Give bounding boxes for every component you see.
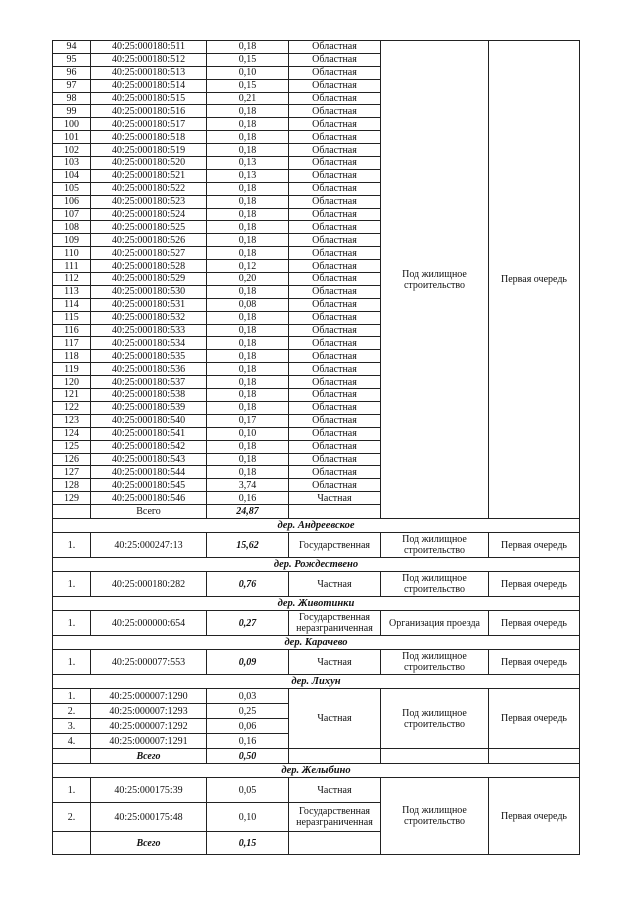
row-number: 111: [53, 260, 91, 273]
village-name: дер. Желыбино: [53, 764, 580, 778]
ownership-cell: Областная: [289, 427, 381, 440]
cadastral-number: 40:25:000180:542: [91, 440, 207, 453]
row-number: 129: [53, 492, 91, 505]
row-number: 95: [53, 53, 91, 66]
table-row: [53, 533, 580, 558]
area-value: 0,10: [207, 427, 289, 440]
area-value: 0,18: [207, 324, 289, 337]
cadastral-number: 40:25:000180:512: [91, 53, 207, 66]
area-value: 0,25: [207, 704, 289, 719]
cadastral-number: 40:25:000180:530: [91, 285, 207, 298]
village-header-row: [53, 597, 580, 611]
ownership-cell: Областная: [289, 260, 381, 273]
ownership-cell: Областная: [289, 363, 381, 376]
row-number: 96: [53, 66, 91, 79]
queue-cell: Первая очередь: [489, 650, 580, 675]
row-number: 94: [53, 41, 91, 54]
row-number: 1.: [53, 778, 91, 803]
row-number: 125: [53, 440, 91, 453]
table-row: [53, 611, 580, 636]
row-number: 2.: [53, 704, 91, 719]
purpose-cell: Под жилищное строительство: [381, 650, 489, 675]
table-row: [53, 689, 580, 704]
ownership-cell: Областная: [289, 440, 381, 453]
area-value: 0,17: [207, 414, 289, 427]
village-name: дер. Животинки: [53, 597, 580, 611]
purpose-cell: Организация проезда: [381, 611, 489, 636]
cadastral-number: 40:25:000000:654: [91, 611, 207, 636]
cadastral-number: 40:25:000180:282: [91, 572, 207, 597]
area-value: 0,18: [207, 466, 289, 479]
ownership-cell: Областная: [289, 66, 381, 79]
ownership-cell: Областная: [289, 79, 381, 92]
area-value: 3,74: [207, 479, 289, 492]
total-row: [53, 749, 580, 764]
row-number: 100: [53, 118, 91, 131]
area-value: 0,16: [207, 492, 289, 505]
area-value: 0,10: [207, 66, 289, 79]
cadastral-number: 40:25:000180:521: [91, 169, 207, 182]
cadastral-number: 40:25:000180:535: [91, 350, 207, 363]
ownership-cell: Областная: [289, 234, 381, 247]
cadastral-number: 40:25:000180:524: [91, 208, 207, 221]
ownership-cell: Областная: [289, 169, 381, 182]
table-row: [53, 650, 580, 675]
row-number: 104: [53, 169, 91, 182]
area-value: 0,18: [207, 440, 289, 453]
ownership-cell: Областная: [289, 92, 381, 105]
cadastral-number: 40:25:000180:532: [91, 311, 207, 324]
ownership-cell: Частная: [289, 778, 381, 803]
ownership-cell: Областная: [289, 389, 381, 402]
row-number: 109: [53, 234, 91, 247]
cadastral-number: 40:25:000180:520: [91, 157, 207, 170]
total-value: 24,87: [207, 505, 289, 519]
village-header-row: [53, 675, 580, 689]
ownership-cell: Областная: [289, 208, 381, 221]
ownership-cell: Областная: [289, 414, 381, 427]
area-value: 0,15: [207, 79, 289, 92]
ownership-cell: Областная: [289, 157, 381, 170]
row-number: 112: [53, 273, 91, 286]
cadastral-number: 40:25:000180:541: [91, 427, 207, 440]
cadastral-number: 40:25:000175:39: [91, 778, 207, 803]
row-number: 128: [53, 479, 91, 492]
ownership-cell: Областная: [289, 337, 381, 350]
area-value: 0,18: [207, 221, 289, 234]
queue-cell: Первая очередь: [489, 41, 580, 519]
area-value: 0,18: [207, 195, 289, 208]
ownership-cell: Областная: [289, 105, 381, 118]
area-value: 0,18: [207, 285, 289, 298]
purpose-cell: Под жилищное строительство: [381, 572, 489, 597]
ownership-cell: Областная: [289, 350, 381, 363]
row-number: 126: [53, 453, 91, 466]
row-number: 4.: [53, 734, 91, 749]
area-value: 0,12: [207, 260, 289, 273]
area-value: 0,10: [207, 803, 289, 832]
area-value: 0,03: [207, 689, 289, 704]
row-number: 116: [53, 324, 91, 337]
area-value: 0,15: [207, 53, 289, 66]
row-number: 99: [53, 105, 91, 118]
row-number: 2.: [53, 803, 91, 832]
row-number: 1.: [53, 650, 91, 675]
purpose-cell: Под жилищное строительство: [381, 41, 489, 519]
area-value: 0,18: [207, 401, 289, 414]
cadastral-number: 40:25:000180:523: [91, 195, 207, 208]
purpose-cell: Под жилищное строительство: [381, 689, 489, 749]
purpose-cell: Под жилищное строительство: [381, 778, 489, 855]
cadastral-number: 40:25:000180:519: [91, 144, 207, 157]
ownership-cell: Государственная: [289, 533, 381, 558]
row-number: 127: [53, 466, 91, 479]
area-value: 0,20: [207, 273, 289, 286]
row-number: 98: [53, 92, 91, 105]
cadastral-number: 40:25:000180:527: [91, 247, 207, 260]
queue-cell: Первая очередь: [489, 611, 580, 636]
row-number: 122: [53, 401, 91, 414]
queue-cell: Первая очередь: [489, 572, 580, 597]
ownership-cell: Областная: [289, 182, 381, 195]
ownership-cell: Областная: [289, 401, 381, 414]
cadastral-number: 40:25:000180:533: [91, 324, 207, 337]
area-value: 0,18: [207, 144, 289, 157]
total-value: 0,15: [207, 832, 289, 855]
cadastral-number: 40:25:000180:513: [91, 66, 207, 79]
cadastral-number: 40:25:000175:48: [91, 803, 207, 832]
cadastral-number: 40:25:000180:525: [91, 221, 207, 234]
ownership-cell: Областная: [289, 453, 381, 466]
row-number: 105: [53, 182, 91, 195]
area-value: 0,18: [207, 131, 289, 144]
area-value: 0,18: [207, 350, 289, 363]
area-value: 0,18: [207, 376, 289, 389]
area-value: 0,21: [207, 92, 289, 105]
cadastral-number: 40:25:000180:537: [91, 376, 207, 389]
ownership-cell: Частная: [289, 650, 381, 675]
row-number: 108: [53, 221, 91, 234]
queue-cell: Первая очередь: [489, 778, 580, 855]
cadastral-number: 40:25:000247:13: [91, 533, 207, 558]
area-value: 0,18: [207, 105, 289, 118]
row-number: 117: [53, 337, 91, 350]
row-number: 113: [53, 285, 91, 298]
row-number: 120: [53, 376, 91, 389]
row-number: 110: [53, 247, 91, 260]
table-row: [53, 778, 580, 803]
cadastral-number: 40:25:000180:518: [91, 131, 207, 144]
ownership-cell: Областная: [289, 273, 381, 286]
row-number: 118: [53, 350, 91, 363]
village-name: дер. Рождествено: [53, 558, 580, 572]
cadastral-number: 40:25:000180:522: [91, 182, 207, 195]
area-value: 0,16: [207, 734, 289, 749]
area-value: 0,18: [207, 337, 289, 350]
ownership-cell: Государственная неразграниченная: [289, 803, 381, 832]
village-name: дер. Андреевское: [53, 519, 580, 533]
row-number: 1.: [53, 533, 91, 558]
ownership-cell: Областная: [289, 221, 381, 234]
table-row: [53, 41, 580, 54]
cadastral-number: 40:25:000180:515: [91, 92, 207, 105]
area-value: 0,18: [207, 118, 289, 131]
total-label: Всего: [91, 505, 207, 519]
row-number: 97: [53, 79, 91, 92]
row-number: 107: [53, 208, 91, 221]
row-number: 101: [53, 131, 91, 144]
total-label: Всего: [91, 749, 207, 764]
area-value: 0,18: [207, 247, 289, 260]
area-value: 0,18: [207, 453, 289, 466]
cadastral-number: 40:25:000180:534: [91, 337, 207, 350]
village-header-row: [53, 636, 580, 650]
ownership-cell: Частная: [289, 689, 381, 749]
ownership-cell: Областная: [289, 118, 381, 131]
cadastral-number: 40:25:000180:528: [91, 260, 207, 273]
cadastral-number: 40:25:000180:536: [91, 363, 207, 376]
ownership-cell: Областная: [289, 285, 381, 298]
ownership-cell: Областная: [289, 53, 381, 66]
ownership-cell: Областная: [289, 195, 381, 208]
area-value: 0,27: [207, 611, 289, 636]
ownership-cell: Областная: [289, 479, 381, 492]
total-value: 0,50: [207, 749, 289, 764]
area-value: 0,13: [207, 169, 289, 182]
area-value: 0,08: [207, 298, 289, 311]
ownership-cell: Областная: [289, 131, 381, 144]
row-number: 114: [53, 298, 91, 311]
cadastral-number: 40:25:000180:546: [91, 492, 207, 505]
village-header-row: [53, 519, 580, 533]
cadastral-number: 40:25:000180:514: [91, 79, 207, 92]
ownership-cell: Областная: [289, 144, 381, 157]
cadastral-number: 40:25:000180:544: [91, 466, 207, 479]
row-number: 119: [53, 363, 91, 376]
cadastral-number: 40:25:000007:1292: [91, 719, 207, 734]
row-number: 3.: [53, 719, 91, 734]
ownership-cell: Областная: [289, 311, 381, 324]
purpose-cell: Под жилищное строительство: [381, 533, 489, 558]
area-value: 0,09: [207, 650, 289, 675]
village-name: дер. Карачево: [53, 636, 580, 650]
row-number: 123: [53, 414, 91, 427]
row-number: 102: [53, 144, 91, 157]
queue-cell: Первая очередь: [489, 533, 580, 558]
ownership-cell: Областная: [289, 376, 381, 389]
cadastral-number: 40:25:000007:1291: [91, 734, 207, 749]
ownership-cell: Частная: [289, 572, 381, 597]
row-number: 124: [53, 427, 91, 440]
total-label: Всего: [91, 832, 207, 855]
cadastral-number: 40:25:000180:531: [91, 298, 207, 311]
area-value: 0,18: [207, 311, 289, 324]
area-value: 0,18: [207, 234, 289, 247]
queue-cell: Первая очередь: [489, 689, 580, 749]
cadastral-number: 40:25:000077:553: [91, 650, 207, 675]
ownership-cell: Областная: [289, 466, 381, 479]
area-value: 0,18: [207, 182, 289, 195]
table-row: [53, 572, 580, 597]
ownership-cell: Областная: [289, 298, 381, 311]
ownership-cell: Частная: [289, 492, 381, 505]
cadastral-number: 40:25:000180:538: [91, 389, 207, 402]
row-number: 121: [53, 389, 91, 402]
area-value: 15,62: [207, 533, 289, 558]
area-value: 0,18: [207, 389, 289, 402]
row-number: 1.: [53, 689, 91, 704]
row-number: 1.: [53, 611, 91, 636]
cadastral-number: 40:25:000180:545: [91, 479, 207, 492]
row-number: 103: [53, 157, 91, 170]
village-name: дер. Лихун: [53, 675, 580, 689]
land-plot-table: [52, 40, 580, 855]
ownership-cell: Областная: [289, 324, 381, 337]
cadastral-number: 40:25:000180:516: [91, 105, 207, 118]
area-value: 0,18: [207, 363, 289, 376]
village-header-row: [53, 764, 580, 778]
area-value: 0,18: [207, 208, 289, 221]
ownership-cell: Областная: [289, 41, 381, 54]
cadastral-number: 40:25:000180:539: [91, 401, 207, 414]
area-value: 0,06: [207, 719, 289, 734]
cadastral-number: 40:25:000007:1290: [91, 689, 207, 704]
area-value: 0,05: [207, 778, 289, 803]
cadastral-number: 40:25:000180:526: [91, 234, 207, 247]
cadastral-number: 40:25:000180:511: [91, 41, 207, 54]
ownership-cell: Областная: [289, 247, 381, 260]
village-header-row: [53, 558, 580, 572]
area-value: 0,13: [207, 157, 289, 170]
area-value: 0,76: [207, 572, 289, 597]
land-plot-table-page: [52, 40, 579, 855]
cadastral-number: 40:25:000180:529: [91, 273, 207, 286]
row-number: 106: [53, 195, 91, 208]
row-number: 1.: [53, 572, 91, 597]
cadastral-number: 40:25:000007:1293: [91, 704, 207, 719]
cadastral-number: 40:25:000180:517: [91, 118, 207, 131]
cadastral-number: 40:25:000180:540: [91, 414, 207, 427]
ownership-cell: Государственная неразграниченная: [289, 611, 381, 636]
cadastral-number: 40:25:000180:543: [91, 453, 207, 466]
area-value: 0,18: [207, 41, 289, 54]
row-number: 115: [53, 311, 91, 324]
